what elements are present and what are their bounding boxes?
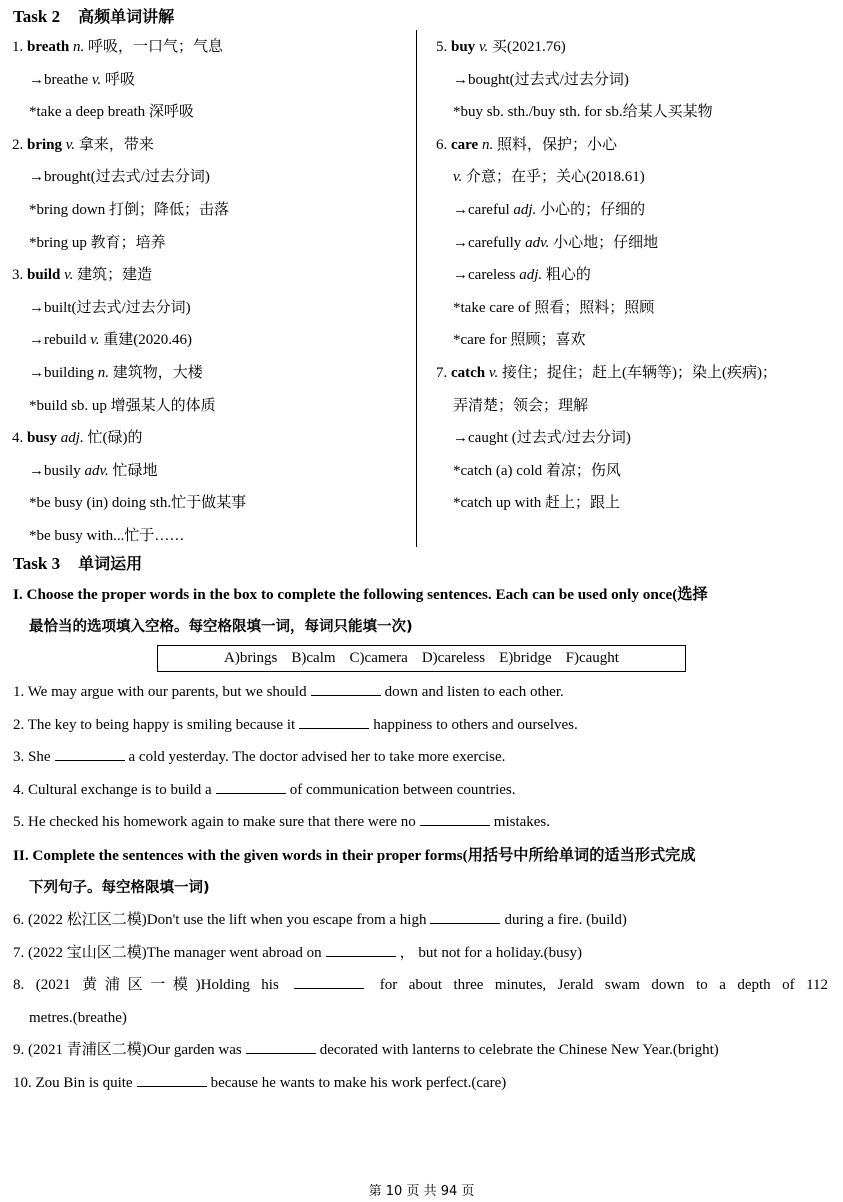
exercise-text: a cold yesterday. The doctor advised her to take more exercise. xyxy=(128,749,506,766)
vocab-detail-line xyxy=(12,492,412,525)
derived-word: →rebuild xyxy=(29,332,91,349)
entry-text: 粗心的 xyxy=(545,267,591,284)
exercise-item xyxy=(13,811,828,844)
entry-text: *take a deep breath 深呼吸 xyxy=(29,104,194,121)
exercise-item xyxy=(13,909,828,942)
vocab-headword-entry xyxy=(436,362,836,395)
part-of-speech: v. xyxy=(453,169,463,186)
entry-text: 弄清楚；领会；理解 xyxy=(453,397,589,414)
headword: bring xyxy=(27,136,63,153)
entry-text: *build sb. up 增强某人的体质 xyxy=(29,397,216,414)
vocab-headword-entry xyxy=(436,134,836,167)
headword: catch xyxy=(451,364,486,381)
part-of-speech: v. xyxy=(90,332,100,349)
vocab-detail-line xyxy=(12,69,412,102)
exercise-item xyxy=(13,1039,828,1072)
entry-text: →built(过去式/过去分词) xyxy=(29,299,191,316)
task3-title xyxy=(13,551,142,574)
option-d: D)careless xyxy=(421,650,486,666)
entry-text: 小心的；仔细的 xyxy=(540,201,646,218)
entry-text: *bring up 教育；培养 xyxy=(29,234,166,251)
entry-meaning: 接住；捉住；赶上(车辆等)；染上(疾病)； xyxy=(501,364,777,381)
entry-number: 7. xyxy=(436,364,448,381)
task2-title-text: 高频单词讲解 xyxy=(78,7,175,26)
page-number: 第 10 页 共 94 页 xyxy=(368,1184,475,1199)
part-of-speech: n. xyxy=(481,136,494,153)
task2-title xyxy=(13,4,174,27)
part-of-speech: adv. xyxy=(84,462,109,479)
exercise-text: 5. He checked his homework again to make sure that there were no xyxy=(13,814,416,831)
section2-head-text: II. Complete the sentences with the given words in their proper forms(用括号中所给单词的适当形式完成 xyxy=(13,847,696,864)
derived-word: →breathe xyxy=(29,71,92,88)
exercise-item xyxy=(13,714,828,747)
answer-blank[interactable] xyxy=(216,779,286,794)
task2-left-column xyxy=(12,36,412,558)
part-of-speech: v. xyxy=(488,364,499,381)
entry-meaning: 建筑；建造 xyxy=(77,267,153,284)
option-b: B)calm xyxy=(291,650,336,666)
exercise-text: 4. Cultural exchange is to build a xyxy=(13,781,212,798)
exercise-text: 6. (2022 松江区二模)Don't use the lift when you escape from a high xyxy=(13,912,427,928)
entry-text: 重建(2020.46) xyxy=(103,332,193,349)
vocab-detail-line xyxy=(436,264,836,297)
vocab-detail-line xyxy=(436,69,836,102)
option-c: C)camera xyxy=(349,650,408,666)
exercise-text: 10. Zou Bin is quite xyxy=(13,1074,133,1091)
entry-number: 6. xyxy=(436,136,448,153)
entry-text: *care for 照顾；喜欢 xyxy=(453,332,586,349)
answer-blank[interactable] xyxy=(294,974,364,989)
exercise-text: during a fire. (build) xyxy=(504,912,627,928)
part-of-speech: n. xyxy=(97,364,110,381)
part-of-speech: adj. xyxy=(60,430,84,447)
answer-blank[interactable] xyxy=(326,942,396,957)
section1-exercises xyxy=(13,681,828,844)
vocab-detail-line xyxy=(12,101,412,134)
entry-text: *be busy (in) doing sth.忙于做某事 xyxy=(29,495,247,512)
entry-meaning: 呼吸，一口气；气息 xyxy=(87,39,223,55)
headword: build xyxy=(27,267,61,284)
vocab-detail-line xyxy=(436,492,836,525)
entry-number: 2. xyxy=(12,136,24,153)
entry-text: 介意；在乎；关心(2018.61) xyxy=(466,169,645,186)
vocab-detail-line xyxy=(12,362,412,395)
exercise-text: happiness to others and ourselves. xyxy=(373,716,578,733)
exercise-text: down and listen to each other. xyxy=(384,684,564,700)
headword: busy xyxy=(27,430,58,447)
vocab-detail-line xyxy=(12,166,412,199)
exercise-text: 3. She xyxy=(13,749,51,766)
entry-text: 小心地；仔细地 xyxy=(553,234,659,251)
exercise-text: 7. (2022 宝山区二模)The manager went abroad on xyxy=(13,944,322,961)
entry-text: *bring down 打倒；降低；击落 xyxy=(29,201,229,218)
task3-title-text: 单词运用 xyxy=(78,554,143,573)
entry-text: *catch (a) cold 着凉；伤风 xyxy=(453,462,621,479)
exercise-text: 2. The key to being happy is smiling because it xyxy=(13,716,296,733)
answer-blank[interactable] xyxy=(430,909,500,924)
entry-text: *catch up with 赶上；跟上 xyxy=(453,495,621,512)
exercise-text: metres.(breathe) xyxy=(29,1009,127,1026)
option-f: F)caught xyxy=(565,650,619,666)
column-divider xyxy=(416,30,417,547)
exercise-item xyxy=(13,974,828,1039)
entry-number: 1. xyxy=(12,39,24,55)
vocab-detail-line xyxy=(436,101,836,134)
derived-word: →busily xyxy=(29,462,85,479)
vocab-detail-line xyxy=(12,329,412,362)
entry-number: 3. xyxy=(12,267,24,284)
part-of-speech: adv. xyxy=(525,234,550,251)
answer-blank[interactable] xyxy=(246,1039,316,1054)
exercise-text: 8. (2021 黄浦区一模)Holding his xyxy=(13,977,279,994)
vocab-detail-line xyxy=(12,460,412,493)
entry-text: →caught (过去式/过去分词) xyxy=(453,430,631,447)
exercise-text: decorated with lanterns to celebrate the Chinese New Year.(bright) xyxy=(319,1042,719,1059)
exercise-text: because he wants to make his work perfect.(care) xyxy=(210,1074,507,1091)
exercise-text: of communication between countries. xyxy=(289,781,516,798)
answer-blank[interactable] xyxy=(299,714,369,729)
part-of-speech: adj. xyxy=(519,267,543,284)
entry-number: 5. xyxy=(436,39,448,55)
vocab-headword-entry xyxy=(12,134,412,167)
vocab-detail-line xyxy=(436,395,836,428)
vocab-detail-line xyxy=(12,395,412,428)
exercise-item xyxy=(13,746,828,779)
entry-text: →brought(过去式/过去分词) xyxy=(29,169,210,186)
task2-right-column xyxy=(436,36,836,525)
exercise-item xyxy=(13,681,828,714)
headword: care xyxy=(451,136,479,153)
headword: breath xyxy=(27,39,70,55)
option-a: A)brings xyxy=(224,650,278,666)
entry-meaning: 拿来，带来 xyxy=(78,136,154,153)
exercise-text: mistakes. xyxy=(493,814,551,831)
task3-label: Task 3 xyxy=(13,554,61,573)
answer-blank[interactable] xyxy=(137,1072,207,1087)
vocab-detail-line xyxy=(12,232,412,265)
vocab-headword-entry xyxy=(12,36,412,69)
exercise-item xyxy=(13,779,828,812)
vocab-detail-line xyxy=(436,199,836,232)
entry-meaning: 买(2021.76) xyxy=(491,39,566,55)
exercise-item xyxy=(13,1072,828,1105)
part-of-speech: v. xyxy=(65,136,76,153)
vocab-detail-line xyxy=(12,297,412,330)
part-of-speech: n. xyxy=(72,39,85,55)
derived-word: →building xyxy=(29,364,98,381)
entry-text: *buy sb. sth./buy sth. for sb.给某人买某物 xyxy=(453,104,713,121)
derived-word: →carefully xyxy=(453,234,526,251)
vocab-detail-line xyxy=(436,460,836,493)
derived-word: →careless xyxy=(453,267,520,284)
entry-text: →bought(过去式/过去分词) xyxy=(453,71,629,88)
section1-head-text: I. Choose the proper words in the box to complete the following sentences. Each can be used only once(选择 xyxy=(13,586,708,603)
entry-number: 4. xyxy=(12,430,24,447)
vocab-detail-line xyxy=(436,166,836,199)
part-of-speech: adj. xyxy=(513,201,537,218)
section2-head-text-2: 下列句子。每空格限填一词) xyxy=(29,880,210,896)
entry-text: *be busy with...忙于…… xyxy=(29,527,185,544)
vocab-headword-entry xyxy=(12,264,412,297)
answer-blank[interactable] xyxy=(311,681,381,696)
entry-meaning: 照料，保护；小心 xyxy=(496,136,617,153)
word-options-box xyxy=(157,645,686,672)
answer-blank[interactable] xyxy=(420,811,490,826)
headword: buy xyxy=(451,39,476,55)
exercise-text: 1. We may argue with our parents, but we should xyxy=(13,684,307,700)
entry-text: *take care of 照看；照料；照顾 xyxy=(453,299,655,316)
vocab-detail-line xyxy=(436,297,836,330)
part-of-speech: v. xyxy=(91,71,102,88)
section1-heading xyxy=(13,584,828,638)
entry-text: 建筑物，大楼 xyxy=(112,364,203,381)
exercise-text: ， but not for a holiday.(busy) xyxy=(399,944,583,961)
part-of-speech: v. xyxy=(478,39,489,55)
entry-text: 呼吸 xyxy=(104,71,135,88)
answer-blank[interactable] xyxy=(55,746,125,761)
vocab-detail-line xyxy=(12,199,412,232)
entry-meaning: 忙(碌)的 xyxy=(87,430,143,447)
vocab-detail-line xyxy=(436,232,836,265)
part-of-speech: v. xyxy=(64,267,74,284)
task2-label: Task 2 xyxy=(13,7,61,26)
section2-exercises xyxy=(13,909,828,1105)
exercise-item xyxy=(13,942,828,975)
vocab-headword-entry xyxy=(12,427,412,460)
derived-word: →careful xyxy=(453,201,514,218)
exercise-text: for about three minutes, Jerald swam down to a depth of 112 xyxy=(379,977,829,994)
section2-heading xyxy=(13,845,828,899)
entry-text: 忙碌地 xyxy=(112,462,158,479)
vocab-detail-line xyxy=(436,427,836,460)
exercise-text: 9. (2021 青浦区二模)Our garden was xyxy=(13,1042,242,1059)
vocab-headword-entry xyxy=(436,36,836,69)
vocab-detail-line xyxy=(436,329,836,362)
section1-head-text-2: 最恰当的选项填入空格。每空格限填一词，每词只能填一次) xyxy=(29,619,413,635)
option-e: E)bridge xyxy=(499,650,552,666)
